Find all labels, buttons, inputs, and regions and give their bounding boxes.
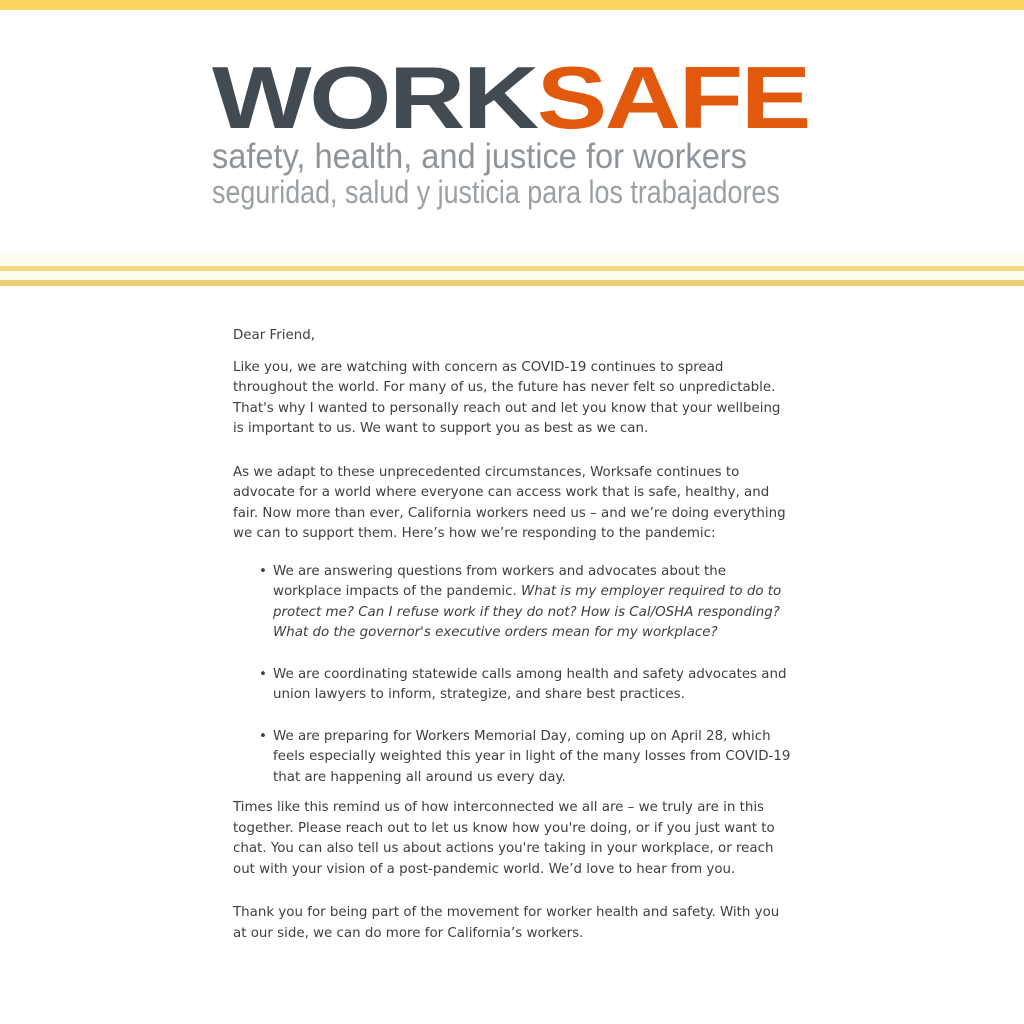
letter-body xyxy=(233,326,791,944)
salutation: Dear Friend, xyxy=(233,328,315,343)
paragraph-interconnected: Times like this remind us of how interconnected we all are – we truly are in this together. Please reach out to let us know how you're doing, or if you just want to chat. You can also tell us about actions you're taking in your workplace, or reach out with your vision of a post-pandemic world. We’d love to hear from you. xyxy=(233,800,775,877)
paragraph-thanks: Thank you for being part of the movement for worker health and safety. With you at our side, we can do more for California’s workers. xyxy=(233,905,780,941)
paragraph-intro: Like you, we are watching with concern as COVID-19 continues to spread throughout the world. For many of us, the future has never felt so unpredictable. That's why I wanted to personally reach out and let you know that your wellbeing is important to us. We want to support you as best as we can. xyxy=(233,359,781,436)
separator-gap xyxy=(0,271,1024,280)
top-accent-bar xyxy=(0,0,1024,10)
list-item-italic-text: What is my employer required to do to protect me? Can I refuse work if they do not? How is Cal/OSHA responding? What do the governor's executive orders mean for my workplace? xyxy=(273,584,782,640)
worksafe-logo xyxy=(212,48,932,147)
list-item-text: We are preparing for Workers Memorial Day, coming up on April 28, which feels especially weighted this year in light of the many losses from COVID-19 that are happening all around us every day. xyxy=(273,728,791,785)
list-item xyxy=(273,727,791,789)
tagline-spanish: seguridad, salud y justicia para los trabajadores xyxy=(212,174,780,210)
separator-stripe-bottom xyxy=(0,280,1024,286)
newsletter-header xyxy=(212,48,812,210)
tagline-english: safety, health, and justice for workers xyxy=(212,137,747,176)
logo-text-safe: SAFE xyxy=(536,48,809,147)
list-item xyxy=(273,562,791,644)
double-rule-separator xyxy=(0,253,1024,287)
bullet-list xyxy=(233,562,791,789)
paragraph-response: As we adapt to these unprecedented circumstances, Worksafe continues to advocate for a world where everyone can access work that is safe, healthy, and fair. Now more than ever, California workers need us – and we’re doing everything we can to support them. Here’s how we’re responding to the pandemic: xyxy=(233,464,786,541)
list-item-text: We are coordinating statewide calls among health and safety advocates and union lawyers to inform, strategize, and share best practices. xyxy=(273,666,787,702)
logo-text-work: WORK xyxy=(212,48,537,147)
list-item-text: We are answering questions from workers and advocates about the workplace impacts of the pandemic. xyxy=(273,563,727,599)
list-item xyxy=(273,665,791,706)
